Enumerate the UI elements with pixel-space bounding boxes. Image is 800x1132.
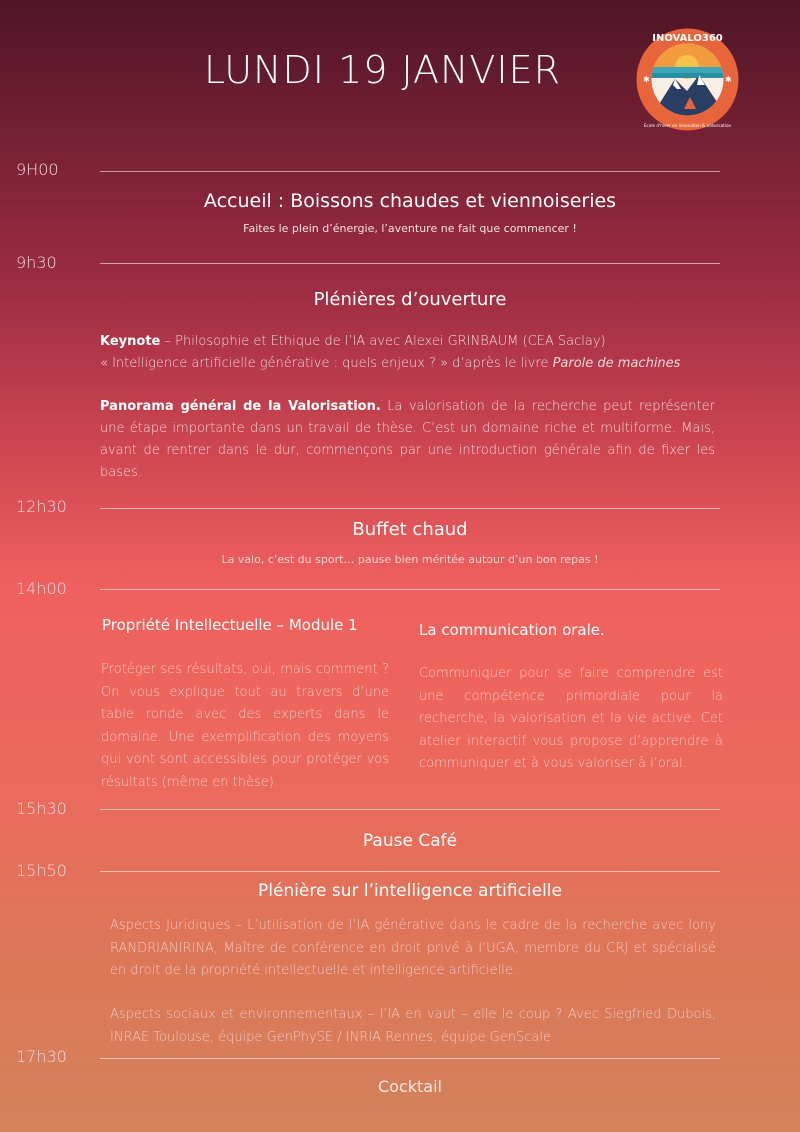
divider [100, 1058, 720, 1059]
ia-social-text: Aspects sociaux et environnementaux – l’IA en vaut – elle le coup ? Avec Siegfried Dubois, INRAE Toulouse, équipe GenPhySE / INRIA Rennes, équipe GenScale [110, 1007, 716, 1045]
panorama-text: La valorisation de la recherche peut représenter une étape importante dans un travail de thèse. C’est un domaine riche et multiforme. Mais, avant de rentrer dans le dur, commençons par une introduction générale afin de fixer les bases. [100, 399, 715, 480]
buffet-title: Buffet chaud [352, 519, 468, 540]
time-0930: 9h30 [16, 253, 57, 272]
panorama-label: Panorama général de la Valorisation. [100, 399, 381, 414]
panorama-block [100, 396, 715, 484]
accueil-title: Accueil : Boissons chaudes et viennoiseries [203, 190, 617, 212]
logo-tagline: Ecole d'hiver en innovation & valorisation [643, 123, 732, 128]
pi-text: Protéger ses résultats, oui, mais comment ? On vous explique tout au travers d’une table ronde avec des experts dans le domaine. Une exemplification des moyens qui vont sont accessibles pour protéger vos résultats (même en thèse). [101, 662, 389, 790]
divider [100, 508, 720, 509]
pause-title: Pause Café [362, 831, 458, 851]
plenieres-title: Plénières d’ouverture [313, 289, 507, 310]
ia-title: Plénière sur l’intelligence artificielle [258, 881, 562, 901]
divider [100, 171, 720, 172]
divider [100, 871, 720, 872]
snowflake-icon: ✱ [725, 75, 732, 84]
divider [100, 263, 720, 264]
cocktail-title: Cocktail [378, 1077, 442, 1096]
pi-title: Propriété Intellectuelle – Module 1 [102, 616, 358, 634]
accueil-subtitle: Faites le plein d’énergie, l’aventure ne fait que commencer ! [243, 222, 577, 235]
time-1230: 12h30 [16, 497, 67, 516]
keynote-block [100, 331, 715, 375]
time-1400: 14h00 [16, 579, 67, 598]
keynote-book: Parole de machines [552, 356, 681, 371]
logo-brand: INOVALO360 [652, 33, 723, 44]
time-1530: 15h30 [16, 799, 67, 818]
snowflake-icon: ✱ [643, 75, 650, 84]
buffet-subtitle: La valo, c’est du sport… pause bien méritée autour d’un bon repas ! [221, 553, 599, 566]
ia-legal-text: Aspects Juridiques – L’utilisation de l’IA générative dans le cadre de la recherche avec Iony RANDRIANIRINA, Maître de conférence en droit privé à l’UGA, membre du CRJ et spécialisé en droit de la propriété intellectuelle et intelligence artificielle. [110, 918, 716, 978]
inovalo360-logo [635, 27, 740, 132]
time-1730: 17h30 [16, 1047, 67, 1066]
divider [100, 589, 720, 590]
keynote-text: – Philosophie et Ethique de l’IA avec Alexei GRINBAUM (CEA Saclay) [160, 334, 606, 349]
divider [100, 809, 720, 810]
keynote-line2: « Intelligence artificielle générative : quels enjeux ? » d’après le livre [100, 356, 553, 371]
com-title: La communication orale. [419, 621, 605, 639]
page-title: LUNDI 19 JANVIER [203, 48, 562, 92]
com-text: Communiquer pour se faire comprendre est une compétence primordiale pour la recherche, la valorisation et la vie active. Cet atelier interactif vous propose d’apprendre à communiquer et à vous valoriser à l’oral. [419, 666, 723, 771]
time-1550: 15h50 [16, 861, 67, 880]
time-0900: 9H00 [16, 160, 59, 179]
keynote-label: Keynote [100, 334, 161, 349]
